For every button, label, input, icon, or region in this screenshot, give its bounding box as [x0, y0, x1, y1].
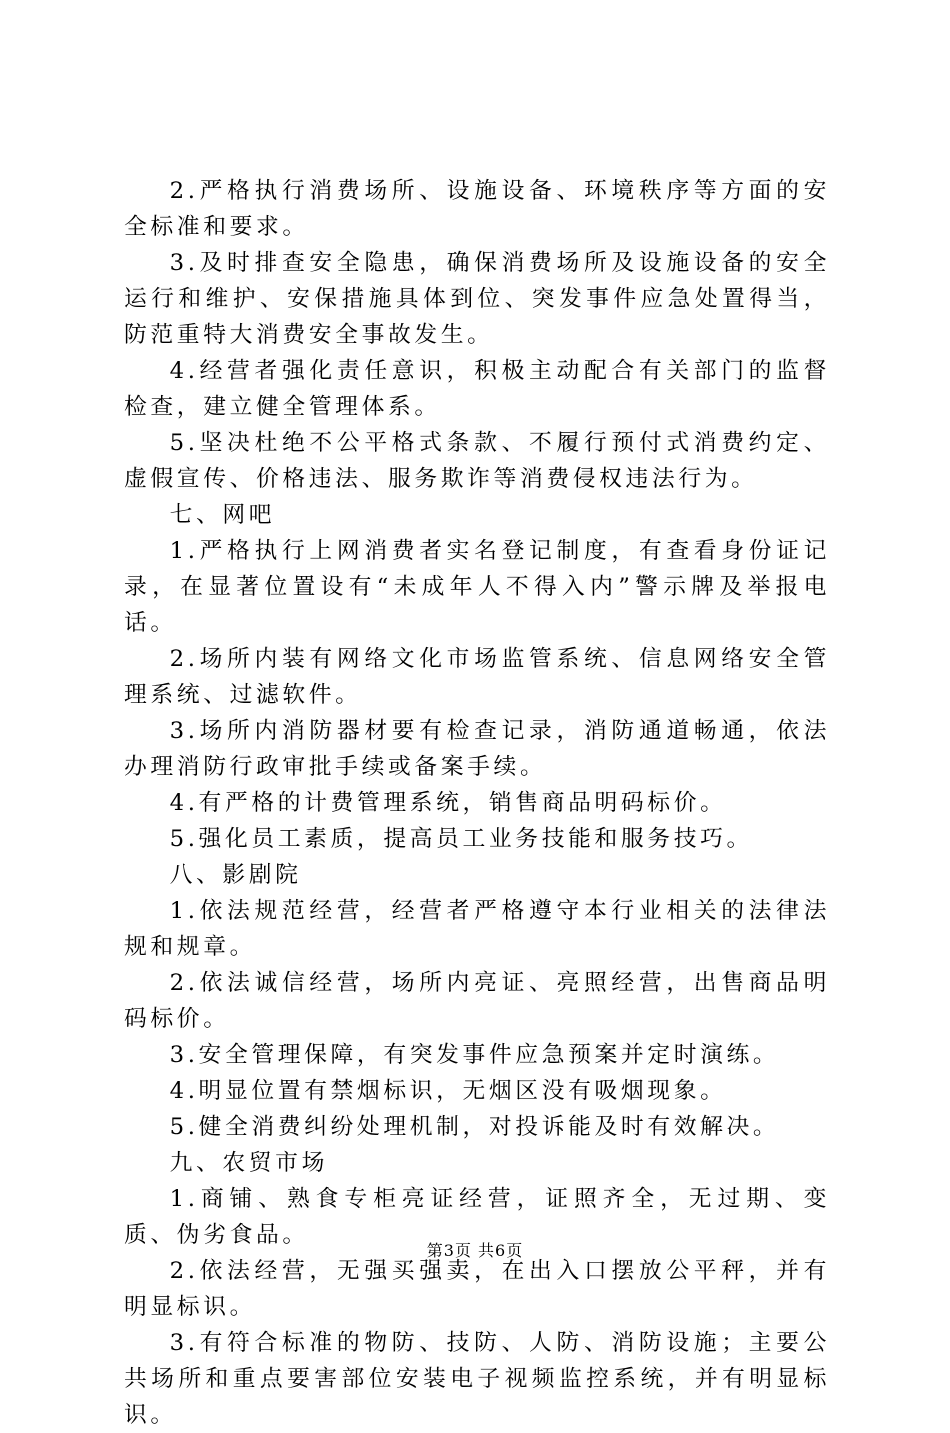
paragraph: 4.经营者强化责任意识，积极主动配合有关部门的监督检查，建立健全管理体系。: [124, 358, 830, 420]
paragraph: 3.安全管理保障，有突发事件应急预案并定时演练。: [169, 1042, 780, 1068]
paragraph: 1.商铺、熟食专柜亮证经营，证照齐全，无过期、变质、伪劣食品。: [124, 1186, 830, 1248]
section-heading: 八、影剧院: [169, 862, 302, 888]
paragraph: 1.依法规范经营，经营者严格遵守本行业相关的法律法规和规章。: [124, 898, 830, 960]
paragraph: 5.强化员工素质，提高员工业务技能和服务技巧。: [169, 826, 753, 852]
paragraph: 2.场所内装有网络文化市场监管系统、信息网络安全管理系统、过滤软件。: [124, 646, 830, 708]
paragraph: 3.及时排查安全隐患，确保消费场所及设施设备的安全运行和维护、安保措施具体到位、突发事件应急处置得当，防范重特大消费安全事故发生。: [124, 250, 830, 348]
section-heading: 七、网吧: [169, 502, 276, 528]
page-footer: 第3页 共6页: [426, 1241, 524, 1260]
paragraph: 3.场所内消防器材要有检查记录，消防通道畅通，依法办理消防行政审批手续或备案手续。: [124, 718, 830, 780]
paragraph: 4.有严格的计费管理系统，销售商品明码标价。: [169, 790, 727, 816]
paragraph: 5.坚决杜绝不公平格式条款、不履行预付式消费约定、虚假宣传、价格违法、服务欺诈等消费侵权违法行为。: [124, 430, 830, 492]
paragraph: 5.健全消费纠纷处理机制，对投诉能及时有效解决。: [169, 1114, 780, 1140]
paragraph: 1.严格执行上网消费者实名登记制度，有查看身份证记录，在显著位置设有“未成年人不得入内”警示牌及举报电话。: [124, 538, 830, 636]
section-heading: 九、农贸市场: [169, 1150, 328, 1176]
paragraph: 2.依法经营，无强买强卖，在出入口摆放公平秤，并有明显标识。: [124, 1258, 830, 1320]
paragraph: 2.严格执行消费场所、设施设备、环境秩序等方面的安全标准和要求。: [124, 178, 830, 240]
paragraph: 4.明显位置有禁烟标识，无烟区没有吸烟现象。: [169, 1078, 727, 1104]
paragraph: 3.有符合标准的物防、技防、人防、消防设施；主要公共场所和重点要害部位安装电子视频监控系统，并有明显标识。: [124, 1330, 830, 1428]
paragraph: 2.依法诚信经营，场所内亮证、亮照经营，出售商品明码标价。: [124, 970, 830, 1032]
